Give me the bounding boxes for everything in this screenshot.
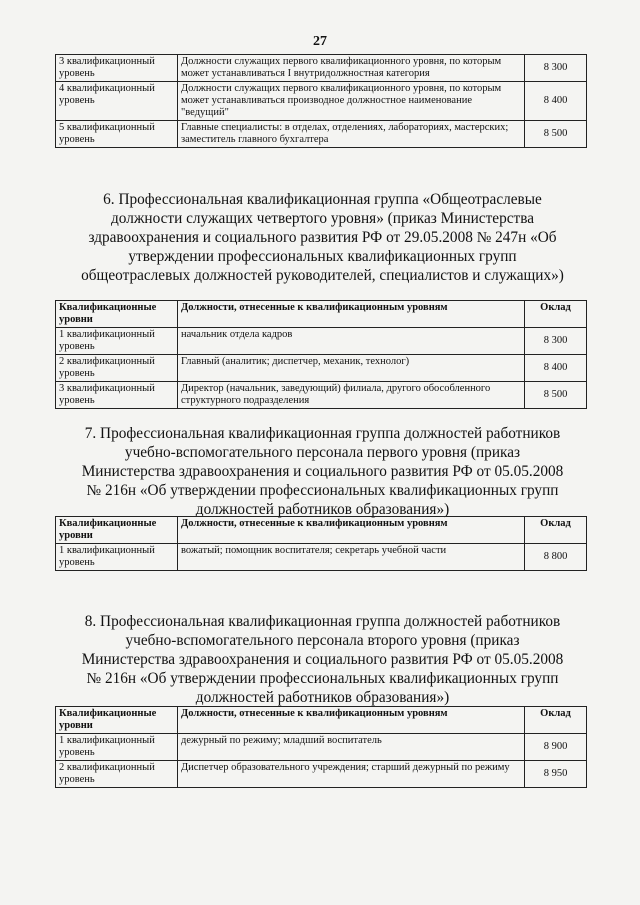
- header-positions: Должности, отнесенные к квалификационным уровням: [178, 517, 525, 544]
- salary-cell: 8 400: [525, 82, 587, 121]
- positions-cell: Должности служащих первого квалификационного уровня, по которым может устанавливаться I внутридолжностная категория: [178, 55, 525, 82]
- table-row: [56, 121, 587, 148]
- level-cell: 5 квалификационный уровень: [56, 121, 178, 148]
- table-header-row: [56, 707, 587, 734]
- section-8-heading: 8. Профессиональная квалификационная группа должностей работников учебно-вспомогательного персонала второго уровня (приказ Министерства здравоохранения и социального развития РФ от 05.05.2008 № 216н «Об утверждении профессиональных квалификационных групп должностей работников образования»): [81, 613, 564, 706]
- table-row: [56, 544, 587, 571]
- header-levels: Квалификационные уровни: [56, 517, 178, 544]
- table-row: [56, 82, 587, 121]
- header-positions: Должности, отнесенные к квалификационным уровням: [178, 707, 525, 734]
- positions-cell: Диспетчер образовательного учреждения; старший дежурный по режиму: [178, 761, 525, 788]
- positions-cell: вожатый; помощник воспитателя; секретарь учебной части: [178, 544, 525, 571]
- salary-cell: 8 800: [525, 544, 587, 571]
- table-header-row: [56, 301, 587, 328]
- table-row: [56, 382, 587, 409]
- header-salary: Оклад: [525, 707, 587, 734]
- positions-cell: дежурный по режиму; младший воспитатель: [178, 734, 525, 761]
- level-cell: 3 квалификационный уровень: [56, 55, 178, 82]
- positions-cell: Главный (аналитик; диспетчер, механик, технолог): [178, 355, 525, 382]
- header-salary: Оклад: [525, 517, 587, 544]
- header-levels: Квалификационные уровни: [56, 301, 178, 328]
- header-salary: Оклад: [525, 301, 587, 328]
- section-6-heading: 6. Профессиональная квалификационная группа «Общеотраслевые должности служащих четвертого уровня» (приказ Министерства здравоохранения и социального развития РФ от 29.05.2008 № 247н «Об утверждении профессиональных квалификационных групп общеотраслевых должностей руководителей, специалистов и служащих»): [81, 191, 564, 284]
- table-header-row: [56, 517, 587, 544]
- level-cell: 2 квалификационный уровень: [56, 355, 178, 382]
- level-cell: 1 квалификационный уровень: [56, 734, 178, 761]
- table-row: [56, 55, 587, 82]
- salary-cell: 8 300: [525, 328, 587, 355]
- positions-cell: Должности служащих первого квалификационного уровня, по которым может устанавливаться производное должностное наименование "ведущий": [178, 82, 525, 121]
- table-row: [56, 734, 587, 761]
- level-cell: 1 квалификационный уровень: [56, 544, 178, 571]
- level-cell: 3 квалификационный уровень: [56, 382, 178, 409]
- table-row: [56, 328, 587, 355]
- salary-cell: 8 300: [525, 55, 587, 82]
- section-7-table: [55, 516, 587, 571]
- salary-cell: 8 400: [525, 355, 587, 382]
- level-cell: 4 квалификационный уровень: [56, 82, 178, 121]
- page-number: 27: [313, 34, 327, 49]
- section-8-table: [55, 706, 587, 788]
- table-row: [56, 761, 587, 788]
- level-cell: 1 квалификационный уровень: [56, 328, 178, 355]
- positions-cell: начальник отдела кадров: [178, 328, 525, 355]
- salary-cell: 8 500: [525, 382, 587, 409]
- salary-cell: 8 950: [525, 761, 587, 788]
- salary-cell: 8 900: [525, 734, 587, 761]
- level-cell: 2 квалификационный уровень: [56, 761, 178, 788]
- table-row: [56, 355, 587, 382]
- salary-table-continued: [55, 54, 587, 148]
- positions-cell: Главные специалисты: в отделах, отделениях, лабораториях, мастерских; заместитель главного бухгалтера: [178, 121, 525, 148]
- section-7-heading: 7. Профессиональная квалификационная группа должностей работников учебно-вспомогательного персонала первого уровня (приказ Министерства здравоохранения и социального развития РФ от 05.05.2008 № 216н «Об утверждении профессиональных квалификационных групп должностей работников образования»): [81, 425, 564, 518]
- salary-cell: 8 500: [525, 121, 587, 148]
- header-positions: Должности, отнесенные к квалификационным уровням: [178, 301, 525, 328]
- header-levels: Квалификационные уровни: [56, 707, 178, 734]
- positions-cell: Директор (начальник, заведующий) филиала, другого обособленного структурного подразделения: [178, 382, 525, 409]
- section-6-table: [55, 300, 587, 409]
